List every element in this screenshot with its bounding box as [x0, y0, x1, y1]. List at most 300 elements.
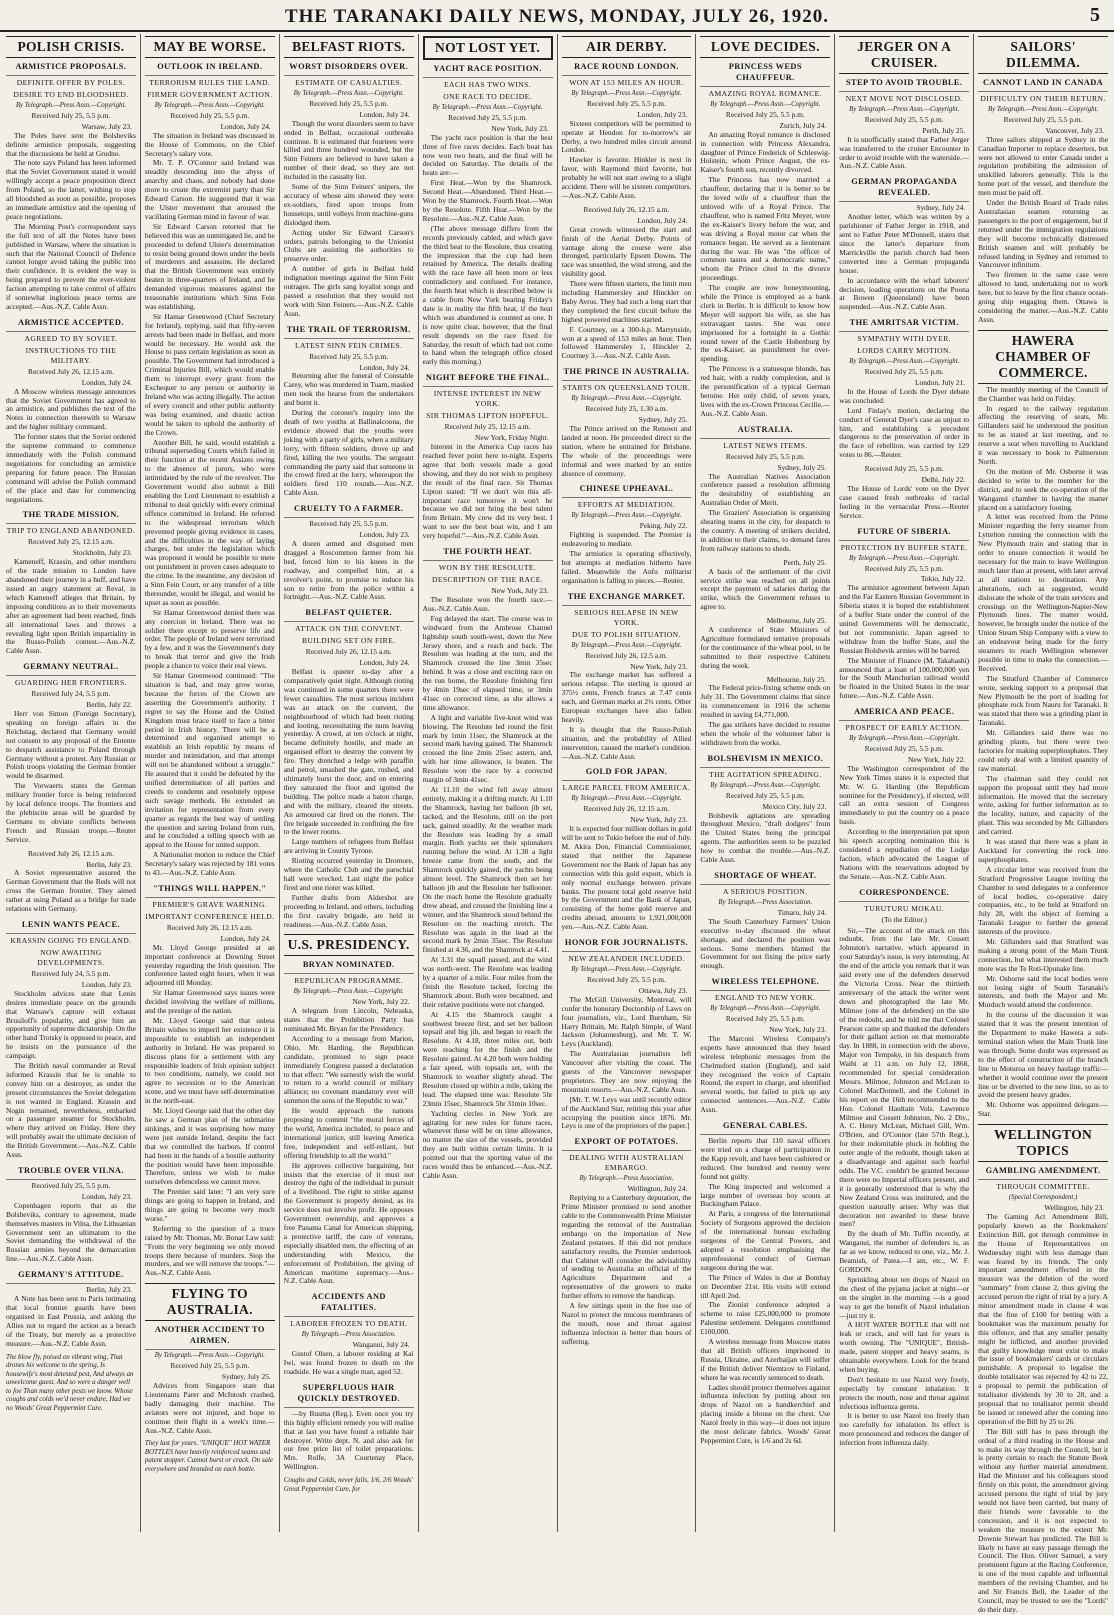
story-subheading: GENERAL CABLES. [700, 1120, 830, 1135]
story-paragraph: The note says Poland has been informed that the Soviet Government stated it would willingly accept a peace proposition direct from Poland, so the latter, wishing to stop all bloodshed as soon as possible, proposes an immediate armistice and the opening of peace negotiations. [6, 158, 136, 221]
story-dateline: New York, July 23. [630, 815, 688, 825]
story-subheading: CHINESE UPHEAVAL. [562, 483, 692, 498]
story-dateline: Melbourne, July 25. [766, 674, 827, 684]
story-subheading: CRUELTY TO A FARMER. [284, 503, 414, 518]
story-paragraph: Advices from Singapore state that Lieutenants Parer and McIntosh crashed, badly damaging their machine. The aviators were not injured, and hope to continue their flight in a week's time.—Aus.-N.Z. Cable Assn. [144, 1381, 275, 1435]
story-paragraph: Berlin reports that 110 naval officers were tried on a charge of participation in the Kapp revolt, and have been cashiered or reduced. One hundred and twenty were found not guilty. [700, 1136, 831, 1181]
story-subheading: EFFORTS AT MEDIATION. [577, 500, 675, 510]
story-paragraph: A basis of the settlement of the civil service strike was reached on all points except the payment of salaries during the strike, which the Government refuses to agree to. [700, 566, 831, 612]
story-dateline: Sydney, July 24. [916, 203, 966, 213]
story-dateline: Sydney, July 25. [777, 462, 827, 472]
story-paragraph: Gustof Olsen, a laborer residing at Kai Iwi, was found frozen to death on the roadside. He was a single man, aged 52. [283, 1349, 414, 1376]
story [423, 546, 553, 1181]
story-paragraph: Sprinkling about ten drops of Nazol on the chest of the pyjama jacket at night—or on the singlet in the morning —is a good way to get the benefit of Nazol inhalation—just try it. [839, 1274, 970, 1320]
story-dateline: New York, July 23. [769, 1025, 827, 1035]
story-body [423, 443, 553, 541]
story [839, 36, 969, 171]
story-paragraph: Under the British Board of Trade rules Australasian seamen returning as passengers to the port of engagement, but if returned under the immigration regulations they will become technically distressed British seamen and will probably be refused landing in Sydney and returned to Vancouver infinitum. [978, 198, 1108, 270]
story-headline: POLISH CRISIS. [6, 36, 136, 58]
story-paragraph: Referring to the question of a truce raised by Mr. Thomas, Mr. Bonar Law said: "From the very beginning we only moved troops there because of murders. Stop the murders, and we will remove the troops."—Aus.-N.Z. Cable Assn. [144, 1223, 275, 1278]
story-received-time: Received July 25, 5.5 p.m. [31, 1181, 111, 1190]
story [700, 676, 830, 748]
story-dateline: Sydney, July 25. [638, 415, 688, 425]
story-paragraph: The McGill University, Montreal, will confer the honorary Doctorship of Laws on four journalists, viz., Lord Burnham, Sir Harry Brittain, Mr. Ralph Simple, of Ward Jackson (Johannesburg), and Mr. T. W. Leys (Auckland). [561, 994, 692, 1049]
story-received-time: Received July 26, 12.15 a.m. [583, 204, 670, 214]
story-paragraph: Herr von Simon (Foreign Secretary), speaking on foreign affairs in the Reichstag, declared that Germany would not consent to any proposal of the Entente to despatch assistance to Poland through Germany without a protest. Any Russian or Polish troops violating the German frontier would be disarmed. [6, 709, 136, 781]
story-body [562, 120, 692, 201]
story-paragraph: There were fifteen starters, the limit men including Hammersley and Hinckler on Baby Avros. They had such a long start that they completed the first circuit before the highest powered machines started. [561, 279, 692, 324]
story [145, 883, 275, 1278]
story [284, 1382, 414, 1472]
story-dateline: Berlin, July 22. [86, 700, 132, 710]
story-subheading: ESTIMATE OF CASUALTIES. [295, 78, 403, 87]
story-subheading: EXPORT OF POTATOES. [562, 1136, 692, 1151]
story-subheading: RACE ROUND LONDON. [562, 61, 692, 76]
story-paragraph: The Australian Natives Association conference passed a resolution affirming the desirability of establishing an Australian Order of Merit. [700, 471, 831, 508]
story-subheading: ENGLAND TO NEW YORK. [715, 993, 816, 1003]
story-subheading: "THINGS WILL HAPPEN." [145, 883, 275, 898]
story-subheading: GERMANY'S ATTITUDE. [6, 1269, 136, 1284]
story-subheading: THE AMRITSAR VICTIM. [839, 317, 969, 332]
story-received-time: Received July 25, 5.5 p.m. [31, 110, 111, 120]
story-paragraph: The Princess has now married a chauffeur, declaring that it is better to be the loved wife of a chauffeur than the unloved wife of a Royal Prince. The chauffeur, who is named Fritz Meyer, wore the ex-Kaiser's livery before the war, and was driving a Royal motor car when the romance began. He served as a lieutenant during the war. He was "the officer of common tastes and a democratic name," whom the Prince cited in the divorce proceedings. [700, 175, 831, 283]
story-paragraph: A number of girls in Belfast held indignation meetings against the Sinn Fein outrages. The girls sang loyalist songs and passed a resolution that they would not work with Sinn Feiners.—Aus.-N.Z. Cable Assn. [283, 264, 414, 318]
story-dateline: Melbourne, July 25. [766, 616, 827, 626]
story-byline: By Telegraph.—Press Assn.—Copyright. [710, 781, 821, 789]
story-paragraph: A Note has been sent to Paris intimating that local frontier guards have been organised in East Prussia, and asking the Allies not to regard the action as a breach of the Treaty, but merely as a protective measure.—Aus.-N.Z. Cable Assn. [6, 1294, 136, 1348]
story-subheading: ATTACK ON THE CONVENT. [295, 624, 403, 634]
story-paragraph: The Minister of Finance (M. Takahashi) announced that a loan of 100,000,000 yen for the South Manchurian railroad would be floated in the United States in the near future.—Aus.-N.Z. Cable Assn. [839, 655, 970, 701]
story-subheading: ACCIDENTS AND FATALITIES. [284, 1291, 414, 1317]
story-body [6, 132, 136, 312]
story-subheading: KRASSIN GOING TO ENGLAND. [10, 935, 132, 945]
story-paragraph: The Australasian journalists left Vancouver after visiting the coast. The guests of the Vancouver newspaper proprietors. They are now enjoying the mountain resorts.—Aus.-N.Z. Cable Assn. [561, 1049, 692, 1094]
story-dateline: London, July 24. [359, 362, 410, 372]
story-received-time: Received July 26, 12.15 a.m. [28, 366, 114, 376]
story-received-time: Received July 26, 12.15 a.m. [166, 922, 253, 932]
story [284, 1291, 414, 1377]
story-paragraph: Another letter, which was written by a parishioner of Father Jerger in 1918, and sent to Father Peter M'Donnell, states that since the latter's departure from Marrickville the parish church had been converted into a German propaganda house. [839, 212, 970, 275]
story-subheading: DUE TO POLISH SITUATION. [571, 629, 681, 639]
column-7 [834, 34, 973, 1532]
story-body [284, 1350, 414, 1377]
story-paragraph: Acting under Sir Edward Carson's orders, patrols belonging to the Unionist Clubs are assisting the authorities to preserve order. [283, 227, 414, 264]
story-subheading: FUTURE OF SIBERIA. [839, 526, 969, 541]
newspaper-columns [2, 34, 1112, 1614]
story [6, 919, 136, 1160]
story [839, 887, 969, 1448]
column-3 [279, 34, 418, 1532]
story-dateline: New York, July 23. [630, 661, 688, 671]
story-paragraph: The couple are now honeymooning, while the Prince is employed as a bank clerk in Berlin. It is difficult to know how Meyer will support his wife, as she has extravagant tastes. She was once imprisoned for a fortnight in a Gothic round tower of the Castle Hohenburg by the ex-Kaiser, as punishment for over-spending. [700, 283, 831, 364]
story-paragraph: Another Bill, he said, would establish a tribunal superseding Courts which failed in their function at the recent Assizes owing to the absence of jurors, who were intimidated by the rule of the revolver. The Government would also submit a Bill enabling the Lord Lieutenant to establish a tribunal to deal quickly with every criminal offence committed in Ireland. He referred to the widespread terrorism which prevented people giving evidence in cases, and the difficulties in the way of laying charges, but under the legislation which was proposed it would be possible to mete out punishment in proven cases adequate to the crime. In the meantime, any decision of a Sinn Fein Court, or any transfer of a title thereunder, would be illegal, and would be upset as soon as possible. [144, 437, 275, 607]
story-paragraph: Mr. Osborne was appointed delegate.—Star. [978, 1100, 1108, 1119]
story-paragraph: According to the interpretation put upon his speech accepting nomination this is considered a repudiation of the Lodge faction, which advocated the League of Nations with the reservations adopted by the Senate.—Aus.-N.Z. Cable Assn. [839, 827, 970, 881]
story-dateline: Peking, July 22. [639, 521, 688, 531]
story-byline: By Telegraph.—Press Assn.—Copyright. [849, 554, 960, 562]
story-subheading: A SERIOUS POSITION. [723, 886, 808, 896]
story-headline: U.S. PRESIDENCY. [284, 934, 414, 956]
story-subheading: PREMIER'S GRAVE WARNING. [152, 899, 268, 909]
story-subheading: PROSPECT OF EARLY ACTION. [845, 723, 963, 733]
story-received-time: Received July 25, 5.5 p.m. [309, 98, 389, 108]
story-subheading: TURUTURU MOKAU. [864, 903, 945, 913]
story-subheading: LORDS CARRY MOTION. [857, 346, 952, 356]
story-byline: By Telegraph.—Press Assn.—Copyright. [710, 101, 821, 108]
story-byline: By Telegraph.—Press Assn.—Copyright. [710, 1005, 821, 1013]
story-subheading: LABORER FROZEN TO DEATH. [290, 1319, 408, 1329]
story-paragraph: Returning after the funeral of Constable Carey, who was murdered in Tuam, masked men took the hearse from the undertakers and burnt it. [283, 371, 414, 408]
story-subheading: HONOR FOR JOURNALISTS. [562, 937, 692, 952]
story-body [284, 668, 414, 929]
story-dateline: Timaru, July 24. [777, 907, 827, 917]
story-received-time: Received July 25, 5.5 p.m. [587, 98, 666, 108]
story-byline: (Special Correspondent.) [1008, 1194, 1078, 1202]
story-subheading: THE EXCHANGE MARKET. [562, 591, 692, 606]
story-paragraph: The Federal price-fixing scheme ends on July 31. The Government claims that since its commencement in 1916 the scheme resulted in saving £4,771,000. [700, 683, 831, 720]
story-dateline: New York, July 22. [908, 754, 966, 764]
story-paragraph: The Stratford Chamber of Commerce wrote, seeking support to a proposal that New Plymouth be the port of loading for phosphate rock from Nauru for Taranaki. It was stated that there was a grinding plant in Taranaki. [978, 673, 1108, 728]
story-body [700, 684, 830, 747]
story [284, 607, 414, 929]
story-body [700, 1137, 830, 1446]
story-dateline: London, July 24. [220, 933, 271, 943]
story-byline: By Telegraph.—Press Assn.—Copyright. [571, 90, 682, 97]
story-paragraph: At 4.15 the Shamrock caught a southwest breeze first, and set her balloon topsail and big jib, and began to reach the Resolute. At 4.18, three miles out, both were reaching for the finish and the Resolute gained. At 4.20 both were holding a fair speed, with topsails set, with the Shamrock to weather slightly ahead. The Resolute closed up within a mile, taking the lead. The elapsed time was: Resolute 5hr 23min 15sec, Shamrock 5hr 31min 10sec. [422, 1009, 553, 1108]
story-subheading: DIFFICULTY ON THEIR RETURN. [980, 94, 1106, 103]
story-paragraph: The former states that the Soviet ordered the supreme command to commence immediately with the Polish command negotiations for concluding an armistice preparing for future peace. The Russian command will advise the Polish command of the place and date for commencing negotiations. [6, 432, 136, 504]
story-subheading: THE FOURTH HEAT. [423, 546, 553, 561]
story-subheading: THE TRADE MISSION. [6, 509, 136, 524]
story-body [839, 927, 969, 1449]
story-byline: By Telegraph.—Press Assn.—Copyright. [293, 90, 404, 97]
story-subheading: WON BY THE RESOLUTE. [438, 563, 537, 573]
story-received-time: Received July 25, 1.30 a.m. [585, 404, 668, 414]
story-received-time: Received July 25, 5.5 p.m. [725, 109, 805, 119]
story [423, 372, 553, 541]
story-paragraph: Large numbers of refugees from Belfast are arriving in County Tyrone. [283, 837, 414, 856]
story-body [284, 540, 414, 602]
story-byline: By Telegraph.—Press Assn.—Copyright. [154, 102, 265, 109]
advertisement-verse: The blow fly, poised on vibrant wing, That drones his welcome to the spring, Is housewife's most detested pest, And always an unwelcome guest. And so were a danger well to foe Than many other pests we know. Whose coughs and colds we'd never endure, Had we no Woods' Great Peppermint Cure. [6, 1353, 134, 1412]
story [284, 934, 414, 1286]
story-body [839, 388, 969, 460]
story-dateline: London, July 24. [359, 658, 410, 668]
story-subheading: ANOTHER ACCIDENT TO AIRMEN. [145, 1324, 275, 1350]
story-subheading: INSTRUCTIONS TO THE MILITARY. [25, 345, 117, 365]
story [562, 36, 692, 201]
story-paragraph: The Washington correspondent of the New York Times states it is expected that Mr. W. G. Harding (the Republican nominee for the Presidency), if elected, will call an extra session of Congress immediately to put the country on a peace basis. [839, 763, 970, 827]
story-subheading: TRIP TO ENGLAND ABANDONED. [6, 526, 136, 536]
story-body [562, 671, 692, 761]
story-body [700, 131, 830, 419]
story [562, 591, 692, 762]
story-paragraph: The Bill still has to pass through the ordeal of a third reading in the House and to make its way through the Council, but it is pretty certain to reach the Statute Book without any further material amendment. Had the Minister and his colleagues stood firmly on this point, the amendment giving accused persons the right of trial by jury would not have been carried, but many of their friends were favorable to the concession, and it is not expected to weaken the measure to the extent Mr. Downie Stewart has predicted. The Bill is likely to have an easy passage through the Council. The Hon. Oliver Samuel, a very prominent figure at the Racing Conference, is one of the most capable and influential members of the revising Chamber, and he and Sir Francis Bell, the Leader of the Council, may be trusted to see the "Lords" do their duty. [978, 1426, 1108, 1614]
story-subheading: GERMANY NEUTRAL. [6, 661, 136, 676]
story-paragraph: The Morning Post's correspondent says the full text of all the Notes have been published in Warsaw, where the situation is such that the National Council of Defence cannot longer avoid taking the public into their confidence. It is evident the way is being prepared to prevent the ever-violent faction attempting to take control of affairs if somewhat inglorious peace terms are accepted.—Aus.-N.Z. Cable Assn. [6, 221, 136, 311]
story-subheading: GOLD FOR JAPAN. [562, 766, 692, 781]
story-dateline: New York, Friday Night. [475, 433, 549, 443]
story-byline: By Telegraph.—Press Association. [718, 898, 813, 906]
story-body [6, 710, 136, 845]
story-subheading: LATEST NEWS ITEMS. [723, 440, 808, 450]
story-paragraph: A few sittings spent in the free use of Nazol to protect the mucous membranes of the mouth, nose and throat against influenza infection is better than hours of suffering. [561, 1301, 692, 1346]
story-body [6, 990, 136, 1160]
story-paragraph: In regard to the railway regulation affecting the reserving of seats, Mr. Gillanders said he understood the position to be as stated at last meeting, and to reserve a seat when travelling to Auckland it was necessary to book to Palmerston North. [978, 403, 1108, 466]
story-subheading: TERRORISM RULES THE LAND. [149, 78, 271, 87]
story-paragraph: The chairman said they could not support the proposal until they had more information. He moved that the secretary write, asking for further information as to the locality, nature, and capacity of the plant. This was seconded by Mr. Gillanders and carried. [978, 773, 1108, 837]
story-paragraph: A circular letter was received from the Stratford Progressive League inviting the Chamber to send delegates to a conference of local bodies, co-operative dairy companies, etc., to be held at Stratford on July 28, with the object of forming a Taranaki League to further the general interests of the province. [978, 864, 1108, 937]
story-paragraph: Hawker is favorite. Hinkler is next in favor, with Raymond third favorite, but probably he will not start owing to a slight accident. There will be sixteen competitors.—Aus.-N.Z. Cable Assn. [561, 155, 692, 200]
story-received-time: Received July 25, 5.5 p.m. [725, 790, 805, 800]
story-paragraph: The armistice is operating effectively, but attempts at mediation hitherto have failed. Meanwhile the Anfu militarist organisation is falling to pieces.—Reuter. [561, 549, 692, 585]
story-paragraph: The exchange market has suffered a serious relapse. The sterling is quoted at 375½ cents, French francs at 7.47 cents each, and German marks at 2½ cents. Other European exchanges have also fallen heavily. [561, 670, 692, 724]
story-byline: By Telegraph.—Press Assn.—Copyright. [849, 106, 960, 113]
story-body [562, 825, 692, 932]
story-paragraph: An amazing Royal romance is disclosed in connection with Princess Alexandra, daughter of Prince Frederick of Schleswig-Holstein, whom Prince August, the ex-Kaiser's fourth son, recently divorced. [700, 129, 831, 175]
story-body [6, 1202, 136, 1264]
story-paragraph: A letter was received from the Prime Minister regarding the ferry steamer from Lyttelton running the connection with the New Plymouth train and stating that in order to ensure connection it would be necessary for the train to leave Wellington much later than at present, with later arrival at all stations to destination. Any alterations, such as suggested, would dislocate the whole of the train services and crossings on the Wellington-Napier-New Plymouth lines. The matter would, however, be brought under the notice of the Union Steam Ship Company with a view to an endeavour being made for the ferry steamers to reach Wellington whenever possible in time to make the connection.—Received. [978, 512, 1108, 673]
story [562, 206, 692, 361]
story-byline: By Telegraph.—Press Assn.—Copyright. [571, 966, 682, 974]
story-subheading: YACHT RACE POSITION. [423, 63, 553, 78]
story-headline: HAWERA CHAMBER OF COMMERCE. [978, 330, 1108, 384]
story-body [562, 531, 692, 585]
story-body [839, 765, 969, 882]
story-received-time: Received July 25, 5.5 p.m. [864, 464, 944, 474]
story-received-time: Received July 26, 12.5 a.m. [585, 650, 668, 660]
story-received-time: Received July 26, 12.15 a.m. [305, 647, 392, 657]
story-headline: FLYING TO AUSTRALIA. [145, 1283, 275, 1321]
story-paragraph: —by Rusma (Reg.). Even once you try this highly efficient remedy you will realise that at last you have found a reliable hair destroyer. Write dept. N. and also ask for our free price list of toilet preparations. Mrs. Rolfe, 3A Courtenay Place, Wellington. [283, 1408, 414, 1472]
story [978, 1124, 1108, 1615]
story-paragraph: It is unofficially stated that Father Jerger was transferred to the cruiser Encounter in order to avoid trouble with the waterside.—Aus.-N.Z. Cable Assn. [839, 134, 970, 171]
story-paragraph: Mr. Osborne said the local bodies were not losing sight of South Taranaki's interests, and both the Mayor and Mr. Murdoch would attend the conference. [978, 973, 1108, 1010]
story [6, 36, 136, 312]
story-paragraph: The British naval commander at Reval informed Krassin that he is unable to convey him on a destroyer, as under the present circumstances the Soviet delegation is not wanted in England. Krassin and Nogin remained, nevertheless, embarked on a passenger steamer for Stockholm, where they arrived on Friday. Here they will probably await the ultimate decision of the British Government.—Aus.-N.Z. Cable Assn. [6, 1061, 136, 1160]
story-dateline: Wellington, July 24. [627, 1184, 688, 1194]
story-paragraph: Though the worst disorders seem to have ended in Belfast, occasional outbreaks continue. It is estimated that fourteen were killed and three hundred wounded, but the Sinn Feiners are believed to have taken a number of their dead, so they are not included in the casualty list. [283, 118, 414, 182]
story-paragraph: Further drafts from Aldershot are proceeding to Ireland, and others, including the first cavalry brigade, are held in readiness.—Aus.-N.Z. Cable Assn. [283, 892, 414, 929]
story-received-time: Received July 26, 12.15 a.m. [583, 804, 670, 814]
story-subheading: STARTS ON QUEENSLAND TOUR. [562, 383, 691, 393]
story-subheading: AUSTRALIA. [700, 424, 830, 439]
story-body [284, 1410, 414, 1472]
story-dateline: Tokio, July 22. [920, 574, 966, 584]
story-body [284, 372, 414, 498]
story-dateline: London, July 24. [359, 109, 410, 119]
story-subheading: AMAZING ROYAL ROMANCE. [708, 89, 822, 98]
story-paragraph: Mr. Lloyd George said that unless Britain wishes to imperil her existence it is impossible to establish an independent authority in Ireland. He was prepared to discuss plans for a settlement with any responsible leaders of Irish opinion subject to two conditions, namely, we could not agree to secession or to the American scene, and we must have self-determination in the north-east. [144, 1016, 275, 1106]
story-paragraph: During the coroner's inquiry into the death of two youths at Ballinalcoona, the evidence showed that the youths were joking with a party of girls, when a military lorry, with fifteen soldiers, drove up and fired, killing the two youths. The sergeant commanding the party said that someone in the crowd fired at the lorry, whereupon the soldiers fired 110 rounds.—Aus.-N.Z. Cable Assn. [283, 408, 414, 498]
story-paragraph: Sir Edward Carson retorted that he believed this was an unmitigated lie, and he proceeded to defend Ulster's determination to resist being ground down under the heels of murderers and assassins. He declared that the British Government was entirely beaten in three-quarters of Ireland, and he demanded vigorous measures against the treasonable institutions which Sinn Fein was establishing. [144, 221, 275, 311]
story-body [6, 869, 136, 914]
story-headline: BELFAST RIOTS. [284, 36, 414, 58]
story-received-time: Received July 25, 5.5 p.m. [587, 974, 666, 984]
story-paragraph: Copenhagen reports that as the Bolsheviks, contrary to agreement, made themselves masters in Vilna, the Lithuanian Government sent an ultimatum to the Soviet demanding the withdrawal of the Russian armies beyond the demarcation line.—Aus.-N.Z. Cable Assn. [6, 1200, 136, 1264]
story [6, 850, 136, 914]
story [562, 766, 692, 932]
story-subheading: BELFAST QUIETER. [284, 607, 414, 622]
advertisement-verse: They last for years. "UNIQUE" HOT WATER BOTTLES have heavily reinforced seams and patent stopper. Cannot burst or crack. On sale everywhere and branded on each bottle. [144, 1440, 273, 1473]
story [562, 366, 692, 478]
story-paragraph: A wireless message from Moscow states that all British officers imprisoned in Russia, Ukraine, and Azerbaijan will suffer if the British deliver Niemtzov to Finland, where he was recently sentenced to death. [700, 1337, 831, 1382]
story-paragraph: It is thought that the Russo-Polish situation, and the probability of Allied intervention, caused the market's condition.—Aus.-N.Z. Cable Assn. [561, 724, 692, 761]
story-subheading: PRINCESS WEDS CHAUFFEUR. [700, 61, 830, 87]
story-body [6, 558, 136, 656]
story [700, 1120, 830, 1446]
story-received-time: Received July 24, 5.5 p.m. [31, 968, 111, 978]
story-body [700, 812, 830, 865]
story-dateline: Berlin, July 23. [86, 1285, 132, 1295]
story-paragraph: Mr. Gillanders said there was no grinding plants, but there were two factories for making superphosphates. They could only deal with a limited quantity of raw material. [978, 728, 1108, 773]
story-dateline: Delhi, July 22. [921, 475, 966, 485]
story-received-time: Received July 25, 12.15 a.m. [444, 422, 531, 432]
story-paragraph: Don't hesitate to use Nazol very freely, especially by constant inhalation. It protects the mouth, nose and throat against infectious influenza germs. [839, 1374, 970, 1411]
story-paragraph: Sir Hamar Greenwood continued: "The situation is bad, and may grow worse, because the forces of the Crown are asserting the Government's authority. I regret to say the House and the United Kingdom must brace itself to face a bitter period in Irish history. There will be a determined and organised attempt to establish an Irish republic by means of murder and intimidation, and that attempt will not be abandoned without a struggle." He assured that it could be defeated by the unified determination of all parties and creeds to condemn and resolutely oppose such savage methods. He extended an invitation for representation from every quarter as regards the best way of settling the question and saving Ireland from ruin, and he concluded a telling speech with an appeal to the House for united support. [144, 671, 275, 850]
story-paragraph: Great crowds witnessed the start and finish of the Aerial Derby. Points of vantage along the course were also thronged, particularly Epsom Downs. The race was unsettled, the wind strong, and the visibility good. [561, 224, 692, 279]
story-paragraph: The monthly meeting of the Council of the Chamber was held on Friday. [978, 384, 1108, 403]
story-paragraph: A light and variable five-knot wind was blowing. The Resolute led round the first mark by 1min 11sec, the Shamrock at the second mark having gained. The Shamrock crossed the line 2min 25sec astern, and, with her time allowance, is beaten. The Resolute won the race by a corrected margin of 3min 41sec. [422, 712, 553, 785]
story-body [839, 485, 969, 521]
story-subheading: DESIRE TO END BLOODSHED. [13, 90, 129, 99]
story-received-time: Received July 24, 5.5 p.m. [31, 689, 111, 699]
story-paragraph: Mr. Lloyd George said that the other day he saw a German plan of the submarine sinkings, and it was surprising how many were just outside Ireland, despite the fact that we controlled the harbors. If control had been in the hands of a hostile authority the position would have been impossible. Therefore, unless we wish to make ourselves defenceless we cannot move. [144, 1106, 275, 1187]
story-byline: By Telegraph.—Press Assn.—Copyright. [15, 102, 127, 109]
story-subheading: THROUGH COMMITTEE. [996, 1182, 1090, 1192]
story-paragraph: It was stated that there was a plant in Auckland for converting the rock into superphosphates. [978, 837, 1108, 864]
story-subheading: NEXT MOVE NOT DISCLOSED. [845, 94, 963, 103]
story-subheading: REPUBLICAN PROGRAMME. [294, 976, 404, 986]
story [284, 503, 414, 602]
story-paragraph: At Paris, a congress of the International Society of Surgeons approved the decision of the international bureau excluding surgeons of the Central Powers, and adopted a resolution emphasising the unprofessional conduct of German surgeons during the war. [700, 1209, 831, 1272]
story-paragraph: The King inspected and welcomed a large number of overseas boy scouts at Buckingham Palace. [700, 1181, 831, 1209]
story-paragraph: The Princess is a statuesque blonde, has red hair, with a ruddy complexion, and is the personification of a typical German heroine. Her only child, of seven years, lives with the ex-Crown Princess Cecilie.—Aus.-N.Z. Cable Assn. [700, 364, 831, 418]
story-paragraph: Lord Finlay's motion, declaring the conduct of General Dyer's case as unjust to him, and establishing a precedent dangerous to the preservation of order in the face of rebellion, was carried by 129 votes to 86.—Reuter. [839, 405, 970, 460]
story-dateline: London, July 21. [915, 378, 966, 388]
story-paragraph: Belfast is quieter to-day after a comparatively quiet night. Although rioting was continued in some quarters there were fewer casualties. The most serious incident was an attack on the convent, the neighbourhood of which had been rioting and looting, necessitating the nuns leaving yesterday. A crowd, at ten o'clock at night, became definitely hostile, and made an organised effort to destroy the convent by fire. They drenched a ledge with paraffin and petrol, smashed the gate, rushed, and ultimately burst the door, and on entering they saturated the floor and ignited the building. The police made a baton charge, and with the military, cleared the streets. An armoured car fired on the rioters. The fire brigade succeeded in confining the fire to the lower rooms. [283, 667, 414, 837]
story-received-time: Received July 25, 5.5 p.m. [448, 112, 527, 122]
story-headline: LOVE DECIDES. [700, 36, 830, 58]
story-received-time: (To the Editor.) [881, 914, 927, 924]
column-1 [2, 34, 140, 1532]
masthead [0, 0, 1114, 32]
story-paragraph: Sir Hamar Greenwood says issues were decided involving the welfare of millions, and the prestige of the nation. [144, 988, 275, 1016]
story-dateline: London, July 23. [81, 979, 132, 989]
story-dateline: London, July 24. [220, 121, 271, 131]
story-subheading: CORRESPONDENCE. [839, 887, 969, 902]
story-paragraph: Mr. Gillanders said that Stratford was making a strong point of the Main Trunk connection, but what interested them much more was the Te Roti-Opunake line. [978, 937, 1108, 973]
story-subheading: WON AT 153 MILES AN HOUR. [569, 78, 684, 87]
story-headline: NOT LOST YET. [423, 36, 553, 60]
story-paragraph: A dozen armed and disguised men dragged a Roscommon farmer from his bed, forced him to his knees in the roadway, and compelled him, at a revolver's point, to promise to induce his son to retire from the police within a fortnight.—Aus.-N.Z. Cable Assn. [283, 538, 414, 602]
story-headline: JERGER ON A CRUISER. [839, 36, 969, 74]
story [145, 36, 275, 878]
story-subheading: TROUBLE OVER VILNA. [6, 1165, 136, 1180]
column-6 [695, 34, 834, 1532]
story-paragraph: Fog delayed the start. The course was to windward from the Ambrose Channel lightship south south-west, down the New Jersey shore, and a reach and back. The Resolute was leading at the turn, and the Shamrock crossed the line 3min 35sec behind. It was a close and exciting race on the run home, the Resolute finishing first by 4min 19sec of elapsed time, or 3min 41sec on corrected time, as she allows a time allowance. [422, 613, 553, 712]
story-paragraph: The armistice agreement between Japan and the Far Eastern Russian Government in Siberia states it is hoped the establishment of a buffer State under the control of the united Governments will be democratic, but not communistic. Japan agreed to withdraw from the buffer State, and the Russian Bolshevik armies will be barred. [839, 583, 970, 655]
story-paragraph: The Prince of Wales is due at Bombay on December 21st. His visits will extend till April 2nd. [700, 1272, 831, 1300]
story-received-time: Received July 25, 5.5 p.m. [864, 114, 944, 124]
story-paragraph: In accordance with the wharf laborers' decision, loading operations on the Poona at Bowen (Queensland) have been suspended.—Aus.-N.Z. Cable Assn. [839, 275, 970, 312]
story-paragraph: Kameneff, Krassin, and other members of the trade mission to London have abandoned their journey in a huff, and have issued an angry statement at Reval, in which Kameneff alleges that Britain, by imposing conditions as to their movements after an agreement had been reached, finds all international laws and throws a revealing light upon British impartiality in the Russo-Polish contest.—Aus.-N.Z. Cable Assn. [6, 557, 136, 656]
story-paragraph: A Moscow wireless message announces that the Soviet Government has agreed to an armistice, and publishes the text of the Notes in connection therewith to Warsaw and the higher military command. [6, 386, 136, 432]
story-dateline: London, July 23. [81, 1191, 132, 1201]
story-paragraph: Stockholm advices state that Lenin desires immediate peace on the grounds that Warsaw's capture will exhaust Brusiloff's popularity, and give him an opportunity of supreme dictatorship. On the other hand Trotsky is opposed to peace, and he insists on the pursuance of the campaign. [6, 988, 136, 1061]
story-subheading: NEW ZEALANDER INCLUDED. [568, 954, 685, 964]
story-subheading: DESCRIPTION OF THE RACE. [431, 575, 544, 585]
story-paragraph: A telegram from Lincoln, Nebraska, states that the Prohibition Party has nominated Mr. Bryan for the Presidency. [283, 1006, 414, 1034]
column-4 [418, 34, 557, 1532]
story [6, 509, 136, 656]
story-body [423, 134, 553, 368]
story-subheading: BUILDING SET ON FIRE. [301, 636, 396, 646]
story-byline: By Telegraph.—Press Assn.—Copyright. [849, 358, 960, 366]
story-subheading: PROTECTION BY BUFFER STATE. [840, 542, 968, 552]
story-subheading: DEFINITE OFFER BY POLES. [16, 78, 126, 87]
story-paragraph: Some of the Sinn Feiners' snipers, the accuracy of whose aim showed they were ex-soldiers, fired upon troops from housetops, until volleys from machine-guns dislodged them. [283, 182, 414, 227]
story-paragraph: The Premier said later: "I am very sure things are going to happen in Ireland, and things are going to become very much worse." [144, 1187, 275, 1223]
story-paragraph: A conference of State Ministers of Agriculture formulated tentative proposals for the continuance of the wheat pool, to be submitted to their respective Cabinets during the week. [700, 625, 831, 670]
story-body [284, 120, 414, 319]
story-subheading: WIRELESS TELEPHONE. [700, 976, 830, 991]
story-body [6, 388, 136, 505]
story-dateline: Perth, July 25. [922, 125, 966, 135]
story-paragraph: At 3.31 the squall passed, and the wind was north-west. The Resolute was leading by a quarter of a mile. Four miles from the finish the Resolute tacked, forcing the Shamrock about. Both were becalmed, and their relative positions were not changed. [422, 955, 553, 1009]
page-number: 5 [1090, 4, 1100, 26]
story-body [700, 1035, 830, 1115]
story-body [423, 596, 553, 1181]
story-paragraph: In the course of the discussion it was stated that it was the present intention of the Department to make Hawera a sub-terminal station when the Main Trunk line was through. Some doubt was expressed as to the effect of construction of the branch line to Moturoa on heavy haulage traffic—whether it would continue over the present line or be diverted to the new line, so as to avoid the present heavy grades. [978, 1010, 1108, 1100]
story [700, 36, 830, 419]
story-paragraph: According to a message from Marion, Ohio, Mr. Harding, the Republican candidate, promised to sign peace immediately Congress passed a declaration to that effect: "We earnestly wish the world to return to a world council or military alliance; no covenant mandatory ever will summon the sons of the Republic to war." [283, 1033, 414, 1106]
story-subheading: THE TRAIL OF TERRORISM. [284, 324, 414, 339]
story-dateline: Stockholm, July 23. [72, 548, 132, 558]
story [562, 1136, 692, 1346]
story-byline: By Telegraph.—Press Assn.—Copyright. [571, 395, 682, 403]
story [562, 937, 692, 1131]
column-2 [140, 34, 279, 1532]
story-subheading: THE PRINCE IN AUSTRALIA. [562, 366, 692, 381]
story-dateline: Warsaw, July 23. [81, 121, 132, 131]
story-byline: By Telegraph.—Press Assn.—Copyright. [571, 641, 682, 649]
story-headline: MAY BE WORSE. [145, 36, 275, 58]
story-dateline: Zurich, July 24. [779, 120, 827, 130]
story-paragraph: Sir,—The account of the attack on this redoubt, from the late Mr. Cossett Johnston's narrative, which appeared in your Saturday's issue, is very interesting. At the end of the article you remark that it was said every one of the defenders deserved the Victoria Cross. Near the thirtieth anniversary of the attack the writer went down and photographed the late Mr. Milmoe (one of the defenders) on the site of the redoubt, and he told me that Colonel Pearson came up and thanked the defenders for their gallant action on that memorable day. In 1888, in connection with the above, Major von Tempsky, in his despatch from Waihi at 11 a.m. on July 12, 1868, recommended for special consideration Messrs. Milmoe, Johnston and McLean to Colonel MacDonnell, and the Colonel in his report on the 16th recommended to the Hon. Colonel Haultain Vols. Lawrence Milmoe and Cossett Johnston, No. 2 Div., A. C. Henry McLean, Michael Gill, Wm. O'Brien, and O'Connor (late 57th Regt.), for their indomitable pluck in holding the outer angle of the redoubt, though taken at a disadvantage and against such fearful odds. The V.C. couldn't be granted because there were no Imperial officers present, and it is generally understood that is why the New Zealand Cross was instituted, and the question naturally arises: Why was that decoration not awarded to these brave men? [839, 925, 970, 1229]
story-dateline: London, July 24. [637, 215, 688, 225]
story-subheading: BOLSHEVISM IN MEXICO. [700, 753, 830, 768]
story-subheading: GERMAN PROPAGANDA REVEALED. [839, 176, 969, 202]
story-subheading: SUPERFLUOUS HAIR QUICKLY DESTROYED. [284, 1382, 414, 1408]
story-subheading: STEP TO AVOID TROUBLE. [839, 77, 969, 92]
story-paragraph: He approves collective bargaining, but insists that the exercise of it must not destroy the right of the individual in pursuit of a livelihood. The right to strike against the Government is properly denied, as its service does not involve profit. He opposes Government ownership, and approves a free Panama Canal for American shipping, a protective tariff, the care of veterans, especially disabled men, the effecting of an understanding with Mexico, the enforcement of Prohibition, the giving of American maritime supremacy.—Aus.-N.Z. Cable Assn. [283, 1160, 414, 1286]
story-body [145, 944, 275, 1279]
story-subheading: ARMISTICE ACCEPTED. [6, 317, 136, 332]
story-paragraph: Sixteen competitors will be permitted to operate at Hendon for to-morrow's air Derby, a two hundred miles circuit around London. [561, 118, 692, 155]
story-dateline: Berlin, July 23. [86, 859, 132, 869]
advertisement-verse: Coughs and Colds, never fails, 1/6, 2/6 Woods' Great Peppermint Cure, for [283, 1477, 413, 1493]
story-paragraph: Mr. T. P. O'Connor said Ireland was steadily descending into the abyss of anarchy and chaos, and nobody had done more to create the extremist party than Sir Edward Carson. He suggested that it was the Ulster movement that aroused the vacillating German mind in favour of war. [144, 158, 275, 221]
story-subheading: WORST DISORDERS OVER. [284, 61, 414, 76]
story-paragraph: Sir Hamar Greenwood denied there was any coercion in Ireland. There was no soldier there except to preserve life and order. The people of Ireland were terrorised by a few, and it was the Government's duty to break that terror and give the Irish people a chance to voice their real views. [144, 607, 275, 671]
story-received-time: Received July 25, 5.5 p.m. [309, 519, 389, 529]
story [700, 976, 830, 1115]
story-paragraph: The Graziers' Association is organising shearing teams in the city, for despatch to the country. A meeting of strikers decided, in addition to their claims, to demand fares from railway stations to sheds. [700, 508, 831, 553]
story-paragraph: On the motion of Mr. Osborne it was decided to write to the member for the district, and to seek the co-operation of the Wanganui chamber in having the matter placed on a satisfactory footing. [978, 466, 1108, 512]
story [839, 176, 969, 312]
story-paragraph: A Soviet representative assured the German Government that the Reds will not cross the German frontier. They aimed rather at using Poland as a bridge for trade relations with Germany. [6, 868, 136, 914]
